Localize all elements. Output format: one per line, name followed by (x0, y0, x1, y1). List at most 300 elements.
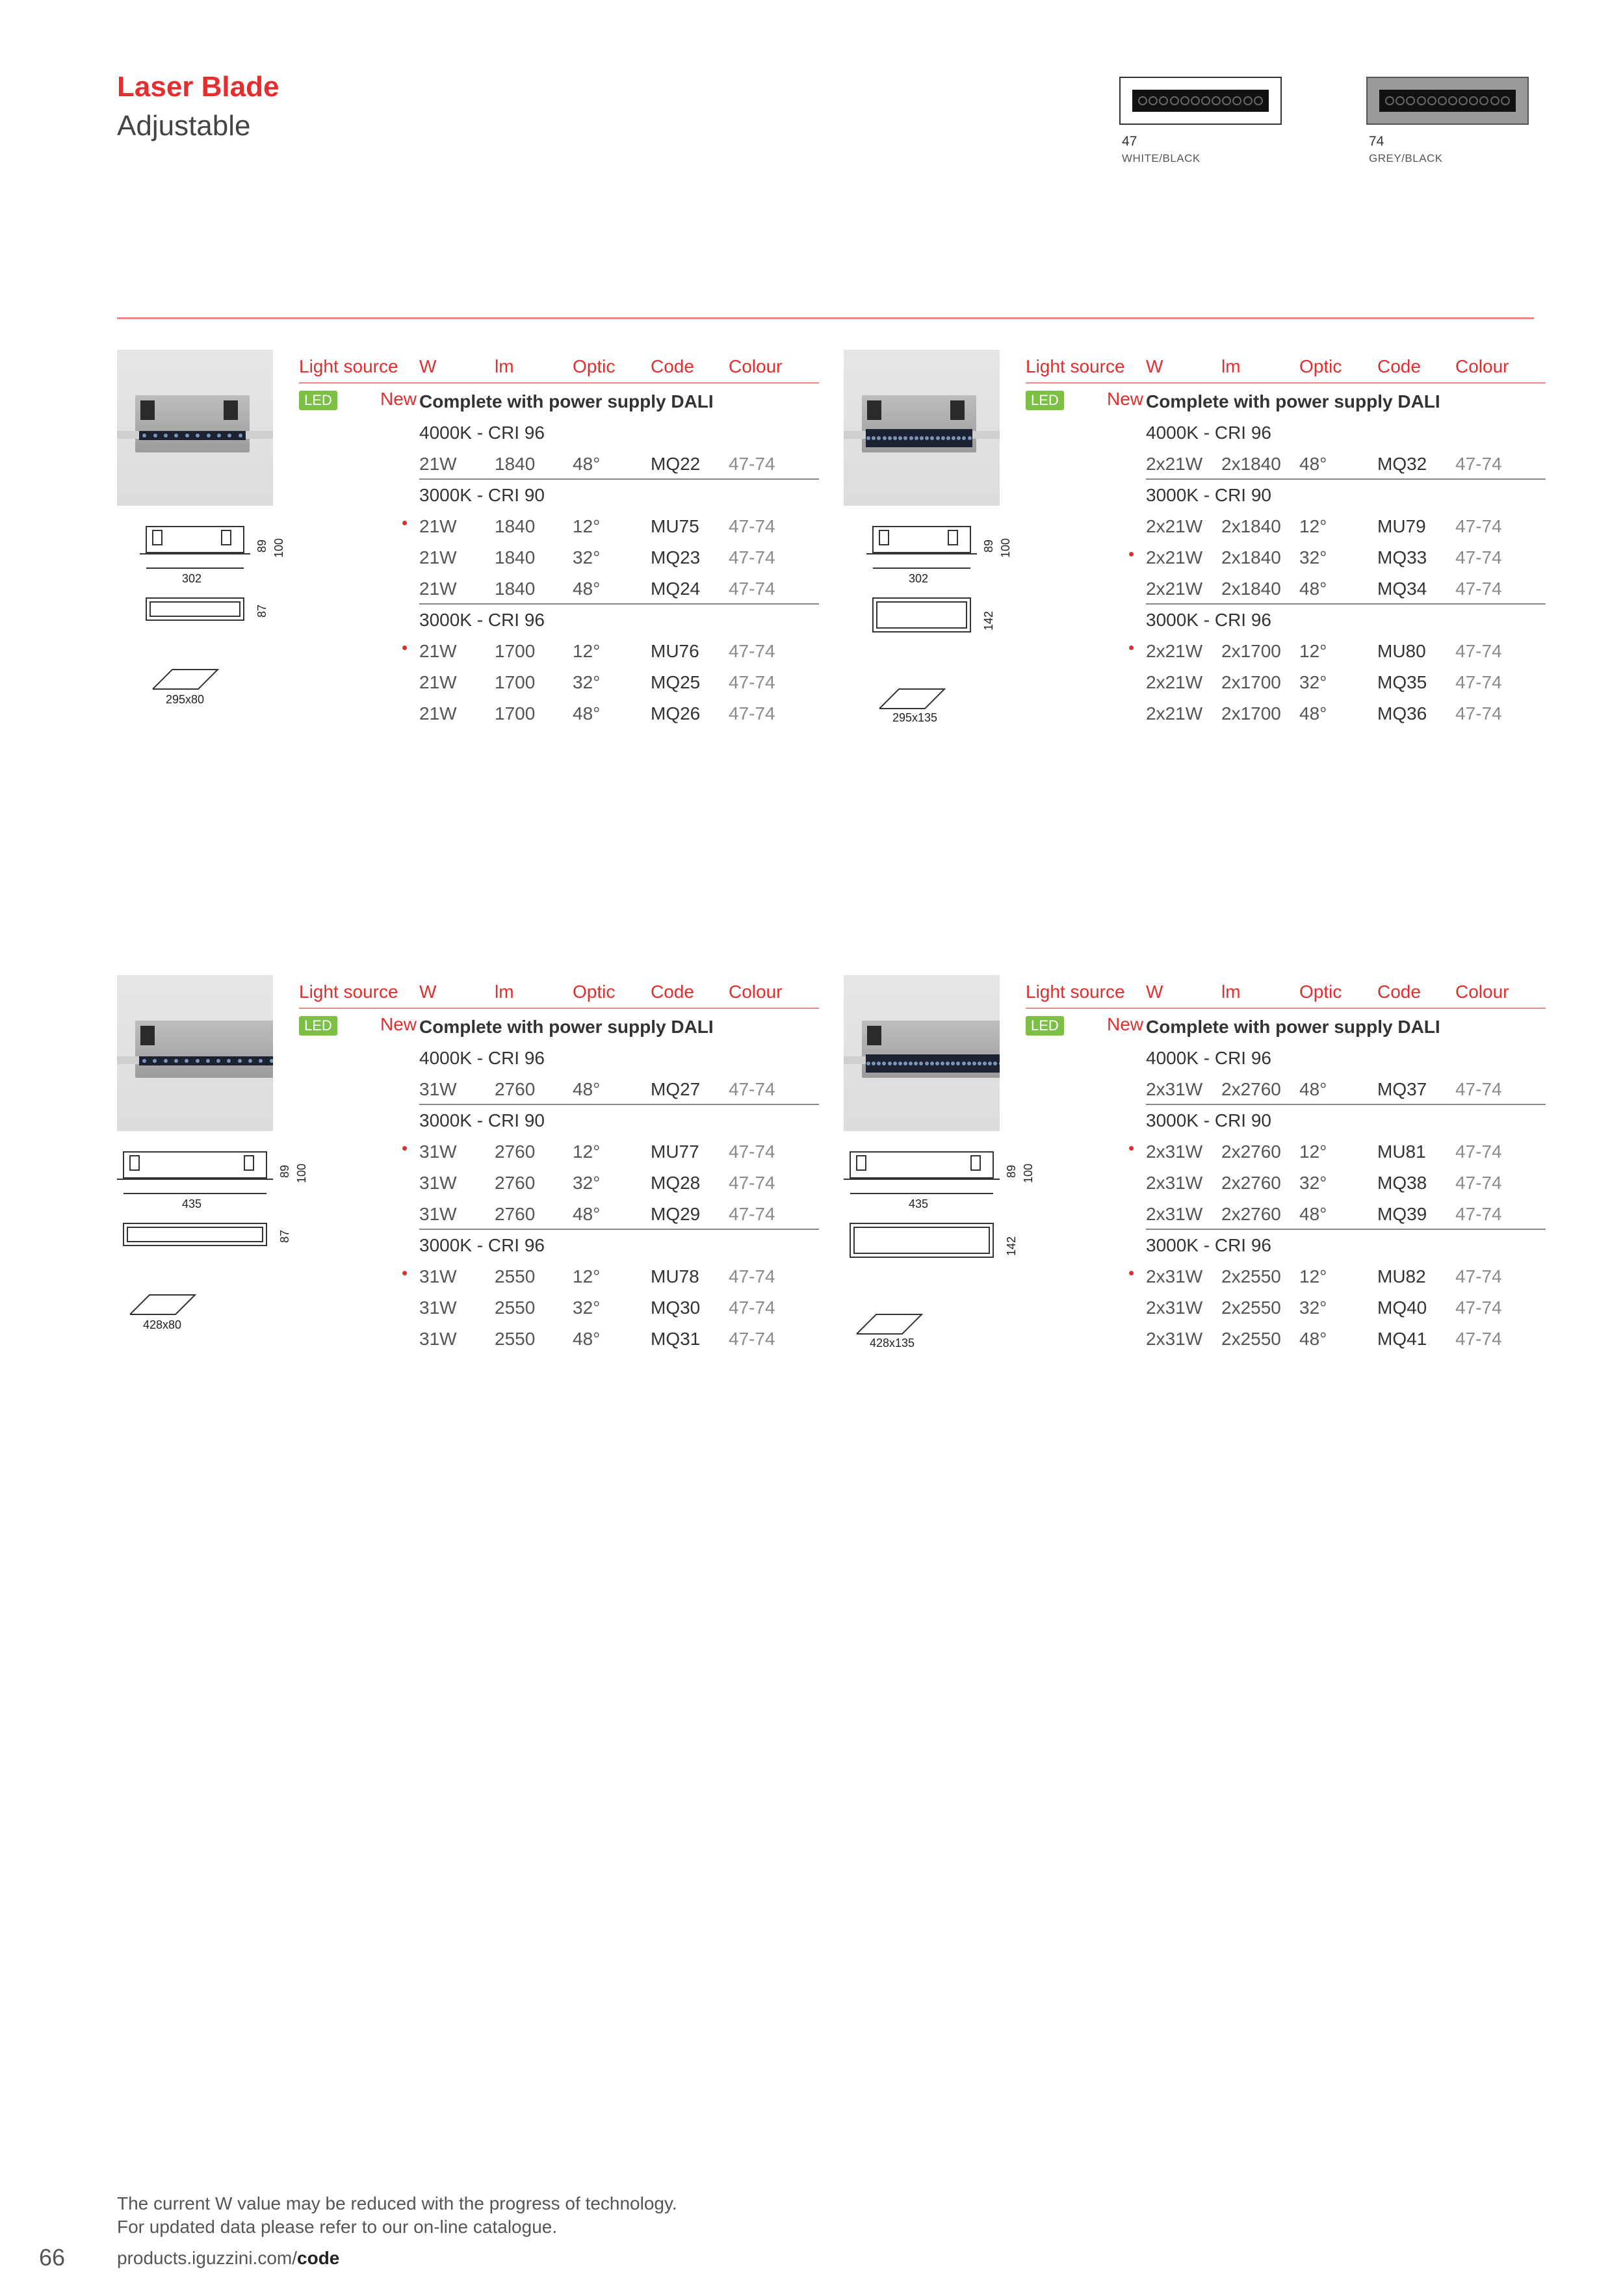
table-row (1146, 1199, 1546, 1230)
cell-code: MQ31 (651, 1329, 701, 1349)
dimension-width: 87 (255, 604, 268, 618)
technical-drawing (844, 1145, 1013, 1340)
product-photo (117, 975, 273, 1131)
cell-optic: 12° (573, 1266, 601, 1286)
cell-colour: 47-74 (729, 1079, 775, 1099)
table-row (1146, 1136, 1546, 1168)
table-header: Light source (1026, 356, 1125, 376)
swatch-white-black (1119, 77, 1282, 125)
swatch-blade-image (1379, 90, 1516, 112)
cell-w: 2x21W (1146, 672, 1203, 692)
product-photo (844, 975, 1000, 1131)
cell-colour: 47-74 (729, 1266, 775, 1286)
subheading-text: 4000K - CRI 96 (1146, 1048, 1271, 1068)
cell-lm: 1840 (495, 547, 536, 567)
table-header: lm (1221, 982, 1241, 1002)
cell-lm: 2760 (495, 1079, 536, 1099)
table-row (1146, 1261, 1546, 1292)
cell-code: MQ26 (651, 703, 701, 724)
subheading-text: Complete with power supply DALI (1146, 1017, 1440, 1037)
cell-w: 31W (419, 1298, 457, 1318)
cell-lm: 2x2550 (1221, 1298, 1281, 1318)
cell-optic: 32° (1299, 1173, 1327, 1193)
cell-optic: 32° (573, 1173, 601, 1193)
table-subheading (419, 417, 819, 449)
led-dot (936, 436, 940, 440)
product-block (117, 350, 819, 772)
luminaire-body (135, 1021, 273, 1078)
cell-code: MQ28 (651, 1173, 701, 1193)
led-dot (903, 1062, 907, 1065)
cell-lm: 1700 (495, 672, 536, 692)
led-dot (967, 1062, 971, 1065)
url-code: code (297, 2248, 340, 2268)
table-row (419, 542, 819, 573)
url-prefix: products.iguzzini.com/ (117, 2248, 298, 2268)
table-subheading (1146, 417, 1546, 449)
table-header: Optic (573, 356, 616, 376)
led-dot (920, 436, 924, 440)
cell-lm: 2x2760 (1221, 1173, 1281, 1193)
page-subtitle: Adjustable (117, 110, 251, 142)
table-row (1146, 542, 1546, 573)
cell-code: MQ40 (1377, 1298, 1427, 1318)
led-dot (196, 434, 200, 437)
product-photo (844, 350, 1000, 506)
cell-code: MQ32 (1377, 454, 1427, 474)
table-subheading (419, 1105, 819, 1136)
cell-w: 21W (419, 641, 457, 661)
cell-lm: 1700 (495, 703, 536, 724)
cell-optic: 32° (573, 672, 601, 692)
table-row (419, 449, 819, 480)
new-item-dot: • (1128, 638, 1135, 657)
catalogue-link[interactable] (117, 2248, 339, 2269)
led-dot (935, 1062, 939, 1065)
cell-code: MU81 (1377, 1141, 1426, 1162)
led-dot (153, 1059, 157, 1063)
led-dot (962, 1062, 966, 1065)
table-row (419, 1261, 819, 1292)
cell-w: 21W (419, 672, 457, 692)
table-subheading (419, 386, 819, 417)
led-dot (164, 1059, 168, 1063)
table-row (419, 1292, 819, 1324)
header-rule (1026, 382, 1546, 384)
swatch-blade-image (1132, 90, 1269, 112)
led-dot (888, 1062, 892, 1065)
table-row (1146, 698, 1546, 729)
led-dot (993, 1062, 997, 1065)
cell-optic: 12° (573, 516, 601, 536)
table-row (419, 1074, 819, 1105)
subheading-text: 3000K - CRI 96 (419, 610, 545, 630)
cell-colour: 47-74 (729, 454, 775, 474)
new-item-dot: • (1128, 544, 1135, 564)
cell-lm: 2x1700 (1221, 641, 1281, 661)
table-row (1146, 667, 1546, 698)
cell-w: 2x31W (1146, 1141, 1203, 1162)
table-header: Colour (1455, 982, 1509, 1002)
cell-w: 21W (419, 703, 457, 724)
new-label: New (380, 389, 417, 409)
led-dot (909, 1062, 913, 1065)
cell-colour: 47-74 (1455, 672, 1502, 692)
cell-code: MU75 (651, 516, 699, 536)
led-dot (999, 1062, 1000, 1065)
cell-optic: 48° (573, 579, 601, 599)
cell-lm: 2550 (495, 1329, 536, 1349)
table-subheading (419, 1011, 819, 1043)
cell-w: 31W (419, 1173, 457, 1193)
table-row (419, 511, 819, 542)
swatch-code: 74 (1369, 134, 1384, 149)
mounting-clip (867, 400, 881, 420)
led-dot (164, 434, 168, 437)
table-header: Light source (1026, 982, 1125, 1002)
led-dot (866, 436, 870, 440)
table-row (419, 573, 819, 605)
cell-colour: 47-74 (729, 1204, 775, 1224)
cell-colour: 47-74 (1455, 516, 1502, 536)
subheading-text: 3000K - CRI 90 (419, 1110, 545, 1130)
cell-lm: 2550 (495, 1266, 536, 1286)
new-item-dot: • (1128, 1263, 1135, 1283)
dimension-height-2: 100 (295, 1163, 308, 1183)
led-dot (185, 434, 189, 437)
cell-code: MQ25 (651, 672, 701, 692)
cell-colour: 47-74 (1455, 1298, 1502, 1318)
table-header: Code (651, 982, 694, 1002)
cell-colour: 47-74 (729, 1141, 775, 1162)
table-header: lm (1221, 356, 1241, 376)
cell-optic: 32° (573, 1298, 601, 1318)
cell-optic: 12° (1299, 1141, 1327, 1162)
cell-optic: 32° (1299, 1298, 1327, 1318)
table-row (1146, 1168, 1546, 1199)
dimension-height-2: 100 (1022, 1163, 1035, 1183)
cell-colour: 47-74 (729, 672, 775, 692)
led-dot (983, 1062, 987, 1065)
table-subheading (419, 1043, 819, 1074)
new-label: New (1107, 389, 1144, 409)
cell-optic: 32° (1299, 547, 1327, 567)
cell-code: MQ38 (1377, 1173, 1427, 1193)
led-dot (207, 434, 211, 437)
cell-code: MU78 (651, 1266, 699, 1286)
cell-w: 2x21W (1146, 454, 1203, 474)
subheading-text: 3000K - CRI 96 (1146, 1235, 1271, 1255)
table-header: W (1146, 982, 1163, 1002)
cell-colour: 47-74 (729, 703, 775, 724)
mounting-clip (950, 400, 965, 420)
cell-optic: 12° (1299, 641, 1327, 661)
cell-colour: 47-74 (1455, 641, 1502, 661)
dimension-height-1: 89 (278, 1164, 291, 1178)
led-dot (946, 1062, 950, 1065)
dimension-length: 302 (909, 572, 929, 585)
technical-drawing (117, 1145, 286, 1340)
led-dot (915, 436, 918, 440)
led-dot (238, 1059, 242, 1063)
cell-colour: 47-74 (1455, 1079, 1502, 1099)
led-dot (883, 436, 887, 440)
cell-optic: 48° (573, 703, 601, 724)
cell-optic: 48° (1299, 703, 1327, 724)
cell-lm: 1840 (495, 454, 536, 474)
led-dot (968, 436, 972, 440)
dimension-height-1: 89 (1005, 1164, 1018, 1178)
cell-code: MU82 (1377, 1266, 1426, 1286)
cell-code: MQ24 (651, 579, 701, 599)
led-dot (925, 1062, 929, 1065)
page-number: 66 (39, 2244, 66, 2271)
cell-lm: 2x2760 (1221, 1204, 1281, 1224)
cell-w: 2x31W (1146, 1329, 1203, 1349)
cell-code: MQ22 (651, 454, 701, 474)
dimension-height-1: 89 (255, 539, 268, 553)
section-divider (117, 317, 1534, 319)
cell-lm: 2x2760 (1221, 1079, 1281, 1099)
led-dot (957, 436, 961, 440)
cell-colour: 47-74 (1455, 1141, 1502, 1162)
blade-optics (866, 1054, 1000, 1073)
led-dot (877, 1062, 881, 1065)
led-dot (930, 436, 934, 440)
dimension-height-2: 100 (999, 538, 1012, 558)
cell-lm: 2x2550 (1221, 1329, 1281, 1349)
dimension-width: 142 (982, 610, 995, 631)
new-item-dot: • (402, 638, 408, 657)
table-header: lm (495, 356, 514, 376)
subheading-text: 3000K - CRI 90 (1146, 485, 1271, 505)
table-subheading (1146, 605, 1546, 636)
cell-lm: 2x1840 (1221, 454, 1281, 474)
led-dot (174, 434, 178, 437)
cell-colour: 47-74 (1455, 579, 1502, 599)
table-row (419, 1136, 819, 1168)
cell-w: 2x31W (1146, 1266, 1203, 1286)
led-dot (227, 434, 231, 437)
cell-colour: 47-74 (729, 547, 775, 567)
led-dot (914, 1062, 918, 1065)
led-dot (872, 436, 876, 440)
cell-lm: 2x1700 (1221, 703, 1281, 724)
cell-optic: 48° (1299, 579, 1327, 599)
cell-colour: 47-74 (729, 641, 775, 661)
cell-code: MQ39 (1377, 1204, 1427, 1224)
cell-lm: 1840 (495, 516, 536, 536)
cell-optic: 32° (1299, 672, 1327, 692)
cell-colour: 47-74 (1455, 1204, 1502, 1224)
table-subheading (1146, 1043, 1546, 1074)
subheading-text: Complete with power supply DALI (1146, 391, 1440, 411)
table-row (1146, 1074, 1546, 1105)
cell-lm: 2x1840 (1221, 516, 1281, 536)
cell-w: 31W (419, 1266, 457, 1286)
led-dot (872, 1062, 876, 1065)
led-dot (216, 1059, 220, 1063)
table-header: Colour (729, 356, 783, 376)
cell-code: MU76 (651, 641, 699, 661)
dimension-cutout: 295x135 (892, 711, 938, 724)
table-row (419, 667, 819, 698)
table-subheading (419, 1230, 819, 1261)
new-item-dot: • (402, 513, 408, 532)
subheading-text: 4000K - CRI 96 (419, 1048, 545, 1068)
swatch-code: 47 (1122, 134, 1137, 149)
led-dot (206, 1059, 210, 1063)
dimension-length: 302 (182, 572, 202, 585)
cell-lm: 2760 (495, 1204, 536, 1224)
led-dot (909, 436, 913, 440)
table-subheading (419, 480, 819, 511)
dimension-width: 87 (278, 1229, 291, 1243)
table-row (1146, 511, 1546, 542)
table-header: Code (1377, 982, 1421, 1002)
cell-code: MQ37 (1377, 1079, 1427, 1099)
table-header: W (1146, 356, 1163, 376)
led-dot (893, 436, 897, 440)
subheading-text: Complete with power supply DALI (419, 1017, 714, 1037)
table-header: Light source (299, 982, 398, 1002)
led-dot (946, 436, 950, 440)
led-badge: LED (299, 391, 337, 410)
table-header: Code (1377, 356, 1421, 376)
led-badge: LED (1026, 1016, 1064, 1036)
led-dot (978, 1062, 981, 1065)
led-badge: LED (299, 1016, 337, 1036)
led-dot (259, 1059, 263, 1063)
led-dot (217, 434, 221, 437)
led-dot (941, 1062, 944, 1065)
led-dot (174, 1059, 178, 1063)
subheading-text: Complete with power supply DALI (419, 391, 714, 411)
cell-w: 2x31W (1146, 1173, 1203, 1193)
new-item-dot: • (1128, 1138, 1135, 1158)
cell-optic: 12° (1299, 1266, 1327, 1286)
cell-lm: 2x2550 (1221, 1266, 1281, 1286)
led-dot (988, 1062, 992, 1065)
led-dot (882, 1062, 886, 1065)
cell-w: 21W (419, 547, 457, 567)
dimension-length: 435 (182, 1197, 202, 1210)
table-row (1146, 449, 1546, 480)
cell-w: 31W (419, 1329, 457, 1349)
product-block (844, 975, 1546, 1398)
table-header: Light source (299, 356, 398, 376)
led-dot (185, 1059, 188, 1063)
cell-optic: 48° (573, 1329, 601, 1349)
led-badge: LED (1026, 391, 1064, 410)
blade-optics (866, 429, 972, 447)
cell-code: MQ23 (651, 547, 701, 567)
header-rule (299, 382, 819, 384)
cell-w: 2x21W (1146, 547, 1203, 567)
cell-w: 2x21W (1146, 703, 1203, 724)
led-dot (877, 436, 881, 440)
cell-optic: 12° (573, 641, 601, 661)
cell-w: 2x31W (1146, 1204, 1203, 1224)
dimension-height-1: 89 (982, 539, 995, 553)
table-subheading (1146, 1105, 1546, 1136)
cell-w: 2x21W (1146, 641, 1203, 661)
cell-optic: 12° (1299, 516, 1327, 536)
cell-code: MU80 (1377, 641, 1426, 661)
cell-w: 2x31W (1146, 1079, 1203, 1099)
table-row (1146, 1324, 1546, 1355)
table-subheading (1146, 480, 1546, 511)
cell-w: 2x31W (1146, 1298, 1203, 1318)
table-subheading (1146, 1011, 1546, 1043)
swatch-name: GREY/BLACK (1369, 152, 1443, 164)
cell-code: MQ34 (1377, 579, 1427, 599)
cell-lm: 2x1840 (1221, 579, 1281, 599)
table-subheading (419, 605, 819, 636)
page-title: Laser Blade (117, 71, 279, 103)
table-header: lm (495, 982, 514, 1002)
dimension-cutout: 428x80 (143, 1318, 182, 1331)
cell-code: MQ41 (1377, 1329, 1427, 1349)
table-row (419, 1324, 819, 1355)
cell-code: MQ33 (1377, 547, 1427, 567)
cell-lm: 2760 (495, 1173, 536, 1193)
cell-colour: 47-74 (1455, 1173, 1502, 1193)
led-dot (248, 1059, 252, 1063)
cell-code: MQ30 (651, 1298, 701, 1318)
cell-lm: 2760 (495, 1141, 536, 1162)
led-dot (153, 434, 157, 437)
cell-colour: 47-74 (1455, 547, 1502, 567)
new-item-dot: • (402, 1263, 408, 1283)
led-dot (903, 436, 907, 440)
cell-lm: 2550 (495, 1298, 536, 1318)
cell-colour: 47-74 (1455, 454, 1502, 474)
cell-lm: 1840 (495, 579, 536, 599)
subheading-text: 4000K - CRI 96 (1146, 423, 1271, 443)
cell-optic: 48° (1299, 1204, 1327, 1224)
led-dot (972, 1062, 976, 1065)
table-row (1146, 1292, 1546, 1324)
cell-w: 21W (419, 516, 457, 536)
cell-code: MU77 (651, 1141, 699, 1162)
product-block (844, 350, 1546, 772)
cell-w: 31W (419, 1204, 457, 1224)
header-rule (1026, 1008, 1546, 1009)
new-item-dot: • (402, 1138, 408, 1158)
table-subheading (1146, 386, 1546, 417)
table-row (419, 1199, 819, 1230)
cell-code: MU79 (1377, 516, 1426, 536)
footer-note-line2: For updated data please refer to our on-line catalogue. (117, 2217, 558, 2237)
table-header: Colour (1455, 356, 1509, 376)
dimension-length: 435 (909, 1197, 929, 1210)
cell-colour: 47-74 (1455, 1266, 1502, 1286)
cell-colour: 47-74 (1455, 703, 1502, 724)
led-dot (930, 1062, 934, 1065)
table-header: Colour (729, 982, 783, 1002)
mounting-clip (140, 1026, 155, 1045)
header-rule (299, 1008, 819, 1009)
table-header: Code (651, 356, 694, 376)
table-header: Optic (1299, 356, 1342, 376)
table-header: Optic (573, 982, 616, 1002)
table-header: Optic (1299, 982, 1342, 1002)
cell-colour: 47-74 (729, 1329, 775, 1349)
cell-optic: 12° (573, 1141, 601, 1162)
cell-colour: 47-74 (729, 1173, 775, 1193)
led-dot (898, 436, 902, 440)
